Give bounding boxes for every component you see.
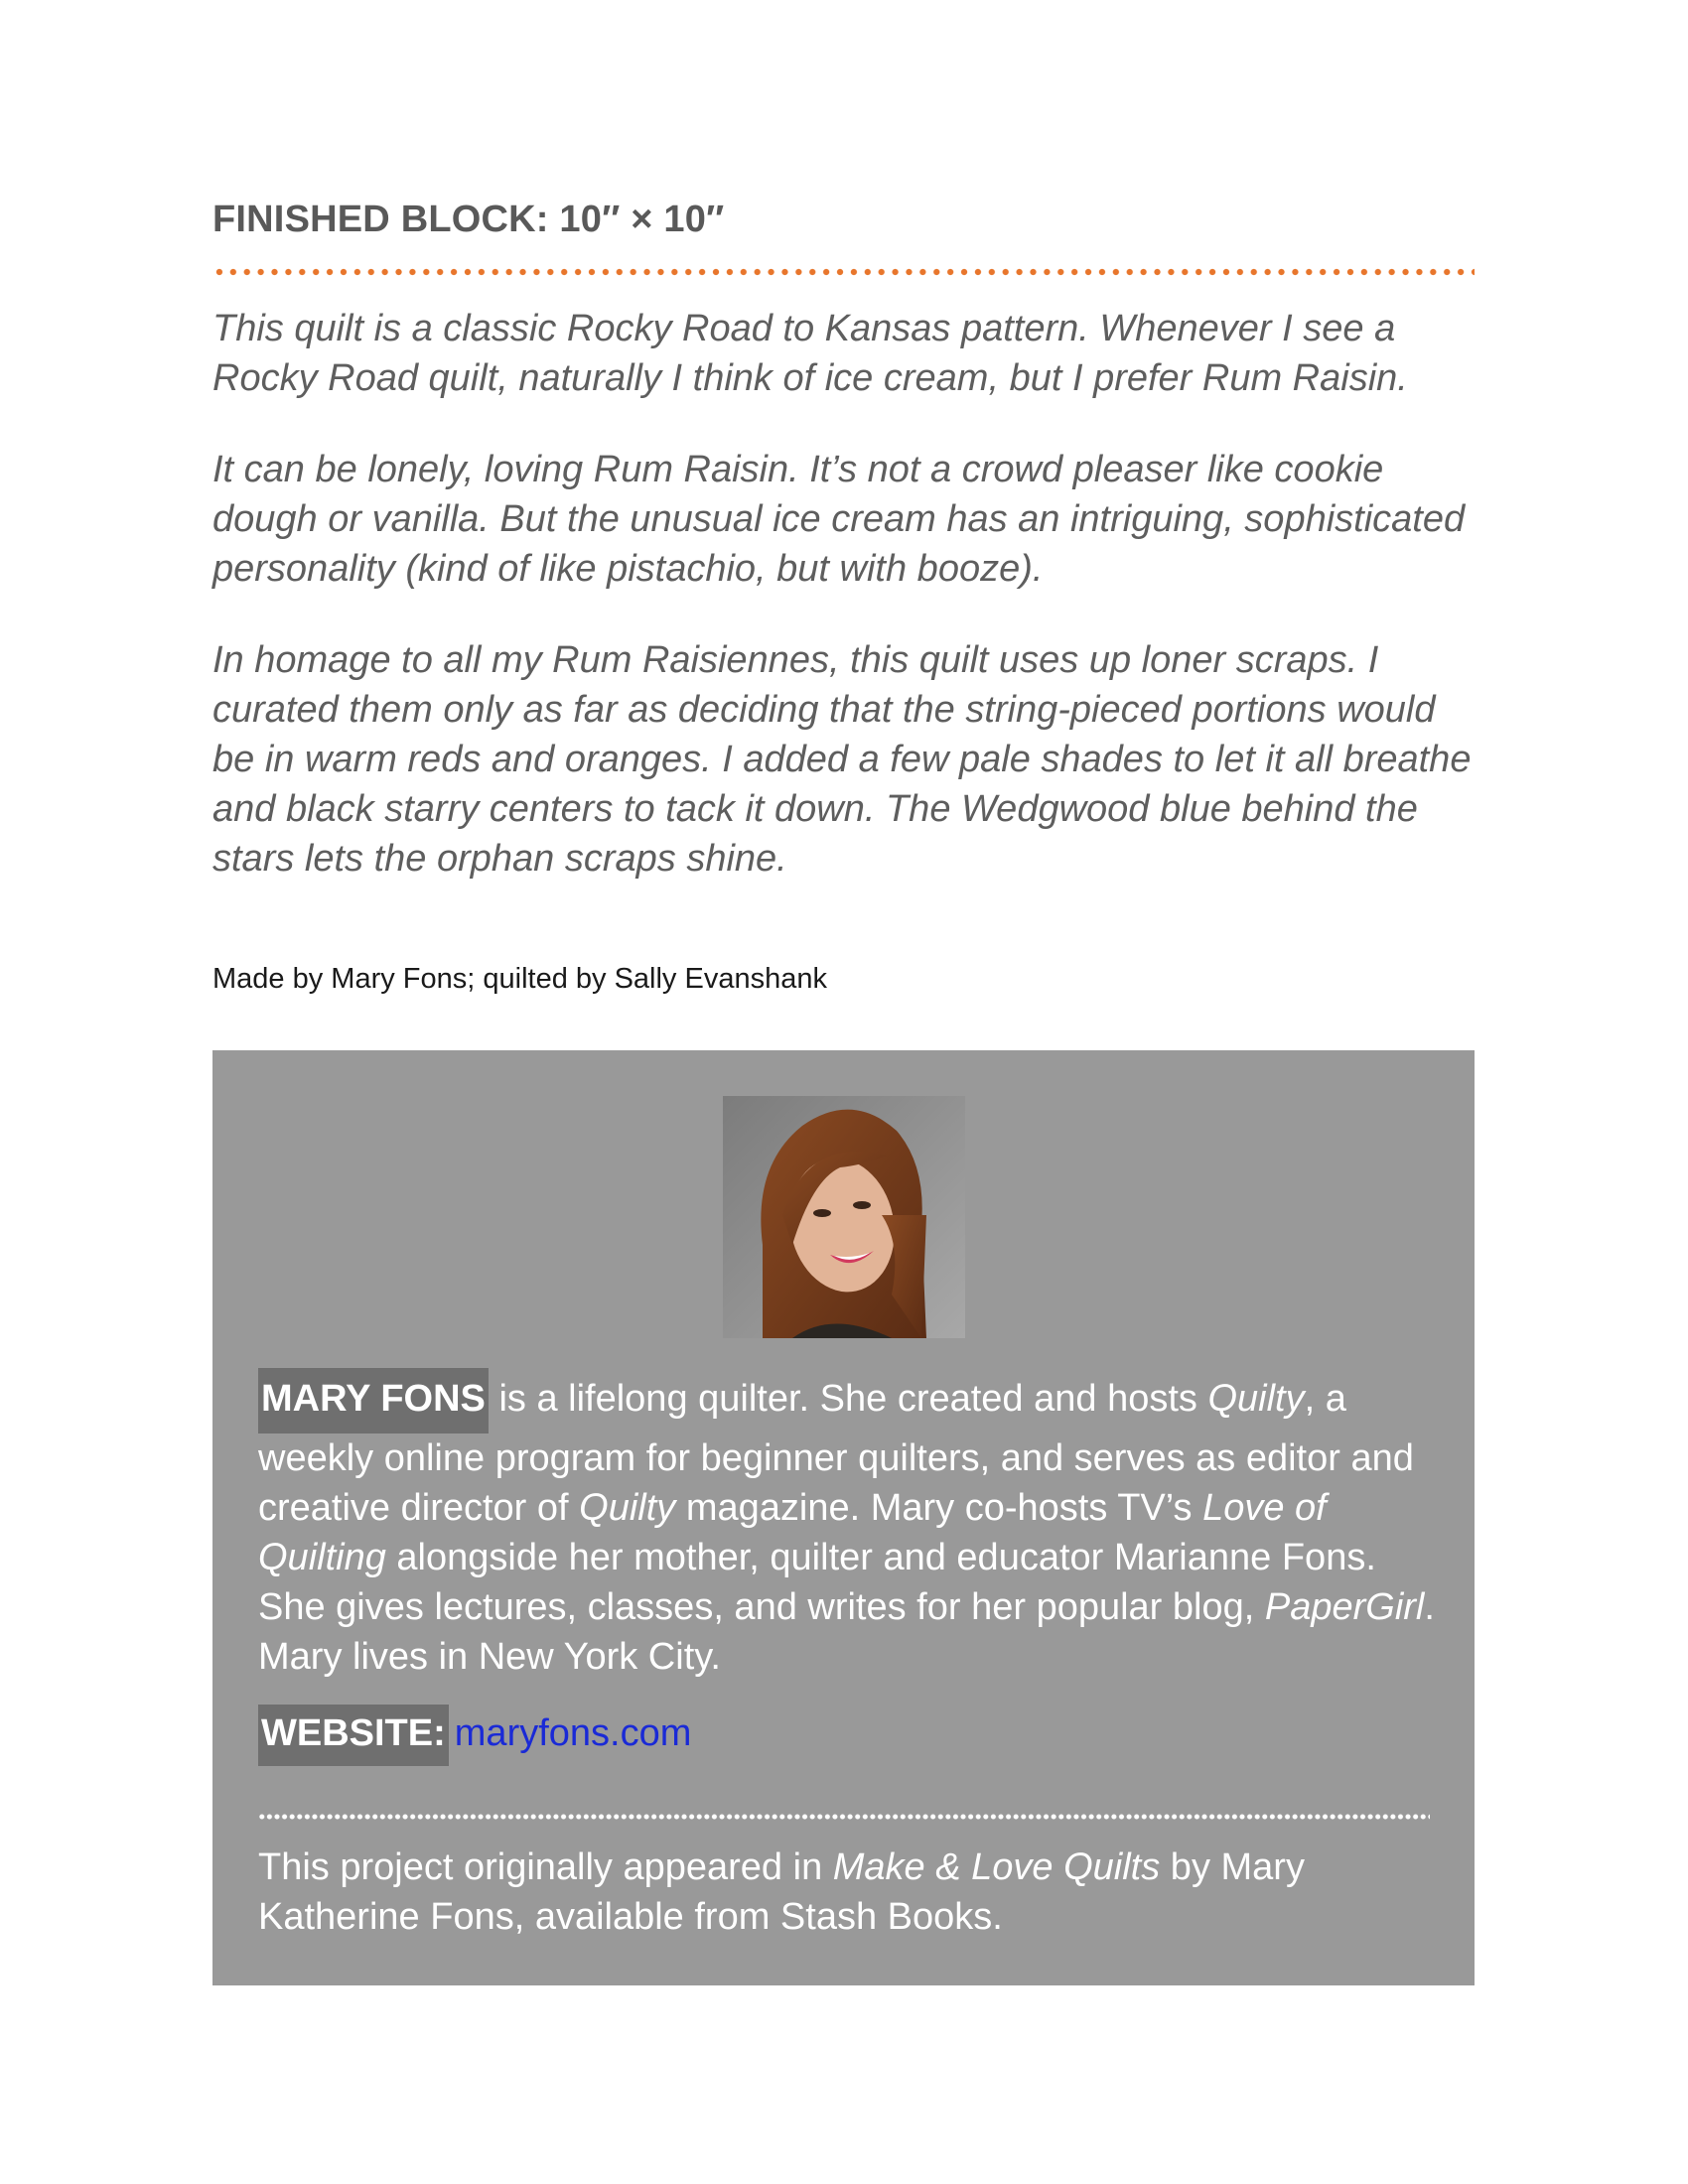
bio-text-segment: is a lifelong quilter. She created and hosts <box>488 1378 1208 1420</box>
show-title-quilty: Quilty <box>1207 1378 1305 1420</box>
website-link[interactable]: maryfons.com <box>454 1712 692 1754</box>
website-label: WEBSITE: <box>258 1705 449 1766</box>
maker-credit: Made by Mary Fons; quilted by Sally Evanshank <box>212 963 827 995</box>
origin-text: by Mary Katherine Fons, available from Stash Books. <box>258 1846 1305 1938</box>
bio-text-segment: . Mary lives in New York City. <box>258 1586 1435 1678</box>
magazine-title-quilty: Quilty <box>579 1487 676 1529</box>
bio-text-segment: , a weekly online program for beginner quilters, and serves as editor and creative director of <box>258 1378 1414 1529</box>
website-line <box>258 1704 691 1766</box>
intro-paragraph: It can be lonely, loving Rum Raisin. It’s not a crowd pleaser like cookie dough or vanilla. But the unusual ice cream has an intriguing, sophisticated personality (kind of like pistachio, but with booze). <box>212 449 1466 590</box>
portrait-icon <box>723 1096 965 1338</box>
bio-text-segment: alongside her mother, quilter and educator Marianne Fons. She gives lectures, classes, and writes for her popular blog, <box>258 1537 1376 1628</box>
origin-text: This project originally appeared in <box>258 1846 833 1888</box>
show-title-love-of-quilting: Love of Quilting <box>258 1487 1327 1578</box>
author-portrait-photo <box>723 1096 965 1338</box>
intro-paragraph: In homage to all my Rum Raisiennes, this quilt uses up loner scraps. I curated them only as far as deciding that the string-pieced portions would be in warm reds and oranges. I added a few pale shades to let it all breathe and black starry centers to tack it down. The Wedgwood blue behind the stars lets the orphan scraps shine. <box>212 639 1472 880</box>
origin-note <box>258 1843 1440 1942</box>
author-bio-box <box>212 1050 1475 1985</box>
book-title: Make & Love Quilts <box>832 1846 1161 1888</box>
author-bio <box>258 1368 1440 1682</box>
blog-title-papergirl: PaperGirl <box>1264 1586 1425 1628</box>
finished-block-heading: FINISHED BLOCK: 10″ × 10″ <box>212 199 725 240</box>
orange-dotted-divider <box>212 266 1475 278</box>
intro-paragraph: This quilt is a classic Rocky Road to Kansas pattern. Whenever I see a Rocky Road quilt, naturally I think of ice cream, but I prefer Rum Raisin. <box>212 308 1408 399</box>
intro-text <box>212 304 1475 925</box>
bio-text-segment: magazine. Mary co-hosts TV’s <box>675 1487 1203 1529</box>
white-dotted-divider <box>258 1813 1430 1821</box>
author-name-label: MARY FONS <box>258 1368 489 1433</box>
